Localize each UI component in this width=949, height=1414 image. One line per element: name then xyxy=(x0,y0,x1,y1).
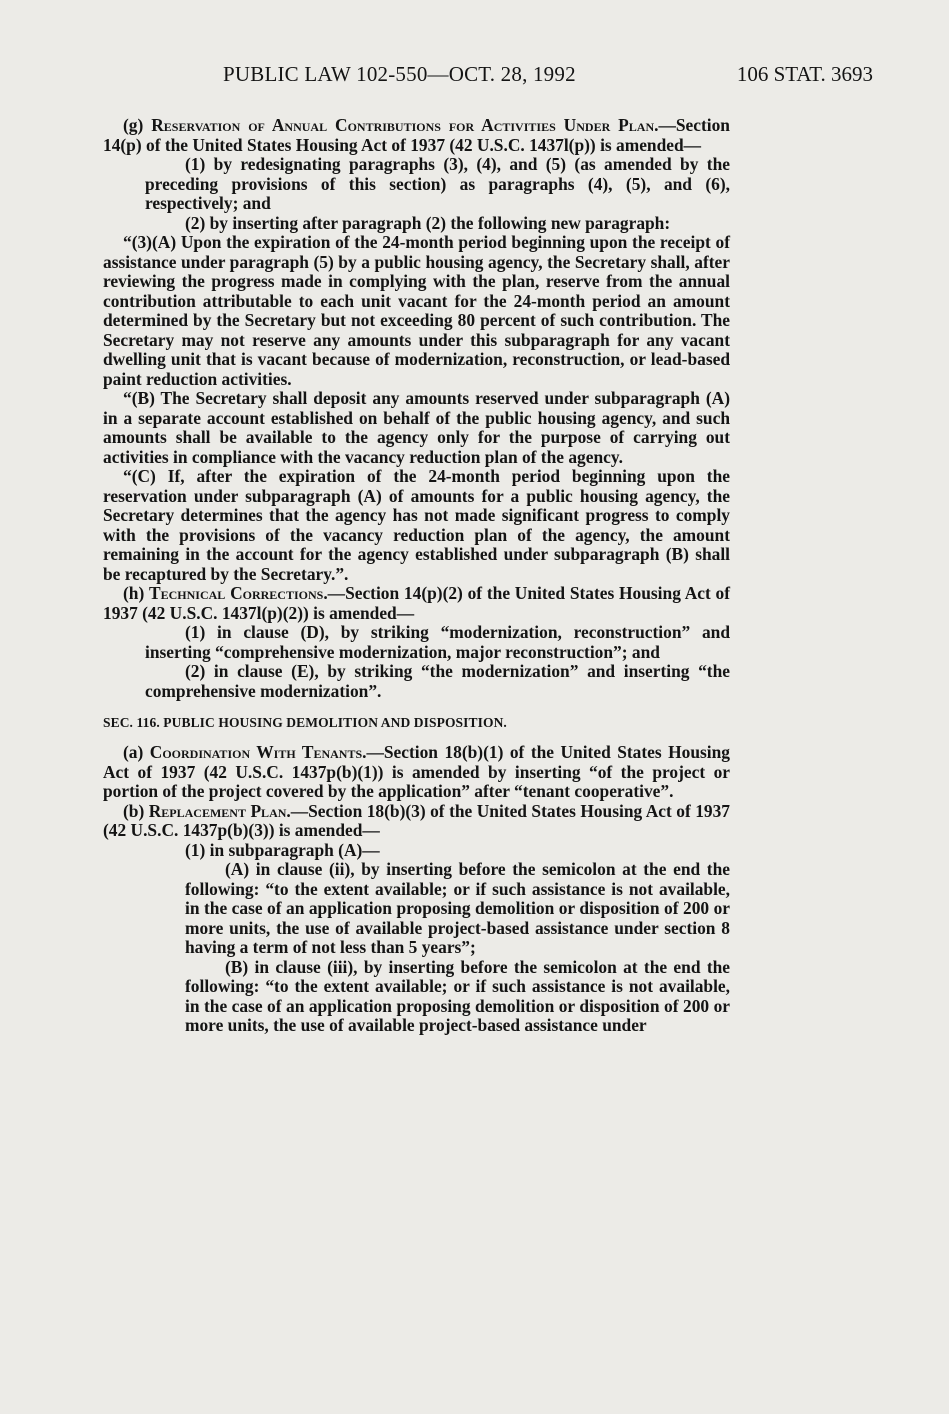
paragraph-h-1: (1) in clause (D), by striking “modernization, reconstruction” and inserting “comprehensive modernization, major reconstruction”; and xyxy=(145,622,730,662)
clause-b-1-B: (B) in clause (iii), by inserting before the semicolon at the end the following: “to the extent available; or if such assistance is not available, in the case of an application proposing demolition or disposition of 200 or more units, the use of available project-based assistance under xyxy=(185,956,730,1035)
section-116-heading: SEC. 116. PUBLIC HOUSING DEMOLITION AND DISPOSITION. xyxy=(103,715,507,730)
subsection-h-heading: Technical Corrections. xyxy=(149,583,328,603)
subsection-b-heading: Replacement Plan. xyxy=(148,800,291,821)
subsection-h-text: —Section 14(p)(2) of the United States Housing Act of 1937 (42 U.S.C. 1437l(p)(2)) is amended— xyxy=(103,583,731,623)
subsection-g-label: (g) xyxy=(123,115,152,135)
subsection-h xyxy=(103,584,730,623)
subsection-b-label: (b) xyxy=(123,800,149,821)
subsection-h-label: (h) xyxy=(123,583,150,603)
subsection-a-text: —Section 18(b)(1) of the United States Housing Act of 1937 (42 U.S.C. 1437p(b)(1)) is amended by inserting “of the project or portion of the project covered by the application” after “tenant cooperative”. xyxy=(103,742,730,801)
quoted-subparagraph-B: “(B) The Secretary shall deposit any amounts reserved under subparagraph (A) in a separate account established on behalf of the public housing agency, and such amounts shall be available to the agency only for the purpose of carrying out activities in compliance with the vacancy reduction plan of the agency. xyxy=(103,388,730,467)
quoted-subparagraph-C: “(C) If, after the expiration of the 24-month period beginning upon the reservation under subparagraph (A) of amounts for a public housing agency, the Secretary determines that the agency has not made significant progress to comply with the provisions of the vacancy reduction plan of the agency, the amount remaining in the account for the agency established under subparagraph (B) shall be recaptured by the Secretary.”. xyxy=(103,466,730,584)
paragraph-b-1: (1) in subparagraph (A)— xyxy=(185,839,380,860)
paragraph-h-2: (2) in clause (E), by striking “the modernization” and inserting “the comprehensive modernization”. xyxy=(145,661,730,701)
body-text xyxy=(103,116,730,1036)
subsection-a-label: (a) xyxy=(123,742,150,762)
subsection-b-text: —Section 18(b)(3) of the United States Housing Act of 1937 (42 U.S.C. 1437p(b)(3)) is amended— xyxy=(103,800,730,840)
header-stat-citation: 106 STAT. 3693 xyxy=(736,62,873,86)
subsection-a xyxy=(103,743,730,802)
subsection-a-heading: Coordination With Tenants. xyxy=(149,742,367,762)
paragraph-g-2: (2) by inserting after paragraph (2) the following new paragraph: xyxy=(185,212,671,233)
header-title: PUBLIC LAW 102-550—OCT. 28, 1992 xyxy=(223,62,576,86)
clause-b-1-A: (A) in clause (ii), by inserting before the semicolon at the end the following: “to the extent available; or if such assistance is not available, in the case of an application proposing demolition or disposition of 200 or more units, the use of available project-based assistance under section 8 having a term of not less than 5 years”; xyxy=(185,859,730,957)
running-header xyxy=(103,62,873,92)
subsection-g-text: —Section 14(p) of the United States Housing Act of 1937 (42 U.S.C. 1437l(p)) is amended— xyxy=(103,115,730,155)
subsection-g xyxy=(103,116,730,155)
subsection-g-heading: Reservation of Annual Contributions for Activities Under Plan. xyxy=(151,115,659,135)
quoted-paragraph-3A: “(3)(A) Upon the expiration of the 24-month period beginning upon the receipt of assistance under paragraph (5) by a public housing agency, the Secretary shall, after reviewing the progress made in complying with the plan, reserve from the annual contribution attributable to each unit vacant for the 24-month period an amount determined by the Secretary but not exceeding 80 percent of such contribution. The Secretary may not reserve any amounts under this subparagraph for any vacant dwelling unit that is vacant because of modernization, reconstruction, or lead-based paint reduction activities. xyxy=(103,232,730,389)
paragraph-g-1: (1) by redesignating paragraphs (3), (4), and (5) (as amended by the preceding provisions of this section) as paragraphs (4), (5), and (6), respectively; and xyxy=(145,154,730,213)
subsection-b xyxy=(103,802,730,841)
